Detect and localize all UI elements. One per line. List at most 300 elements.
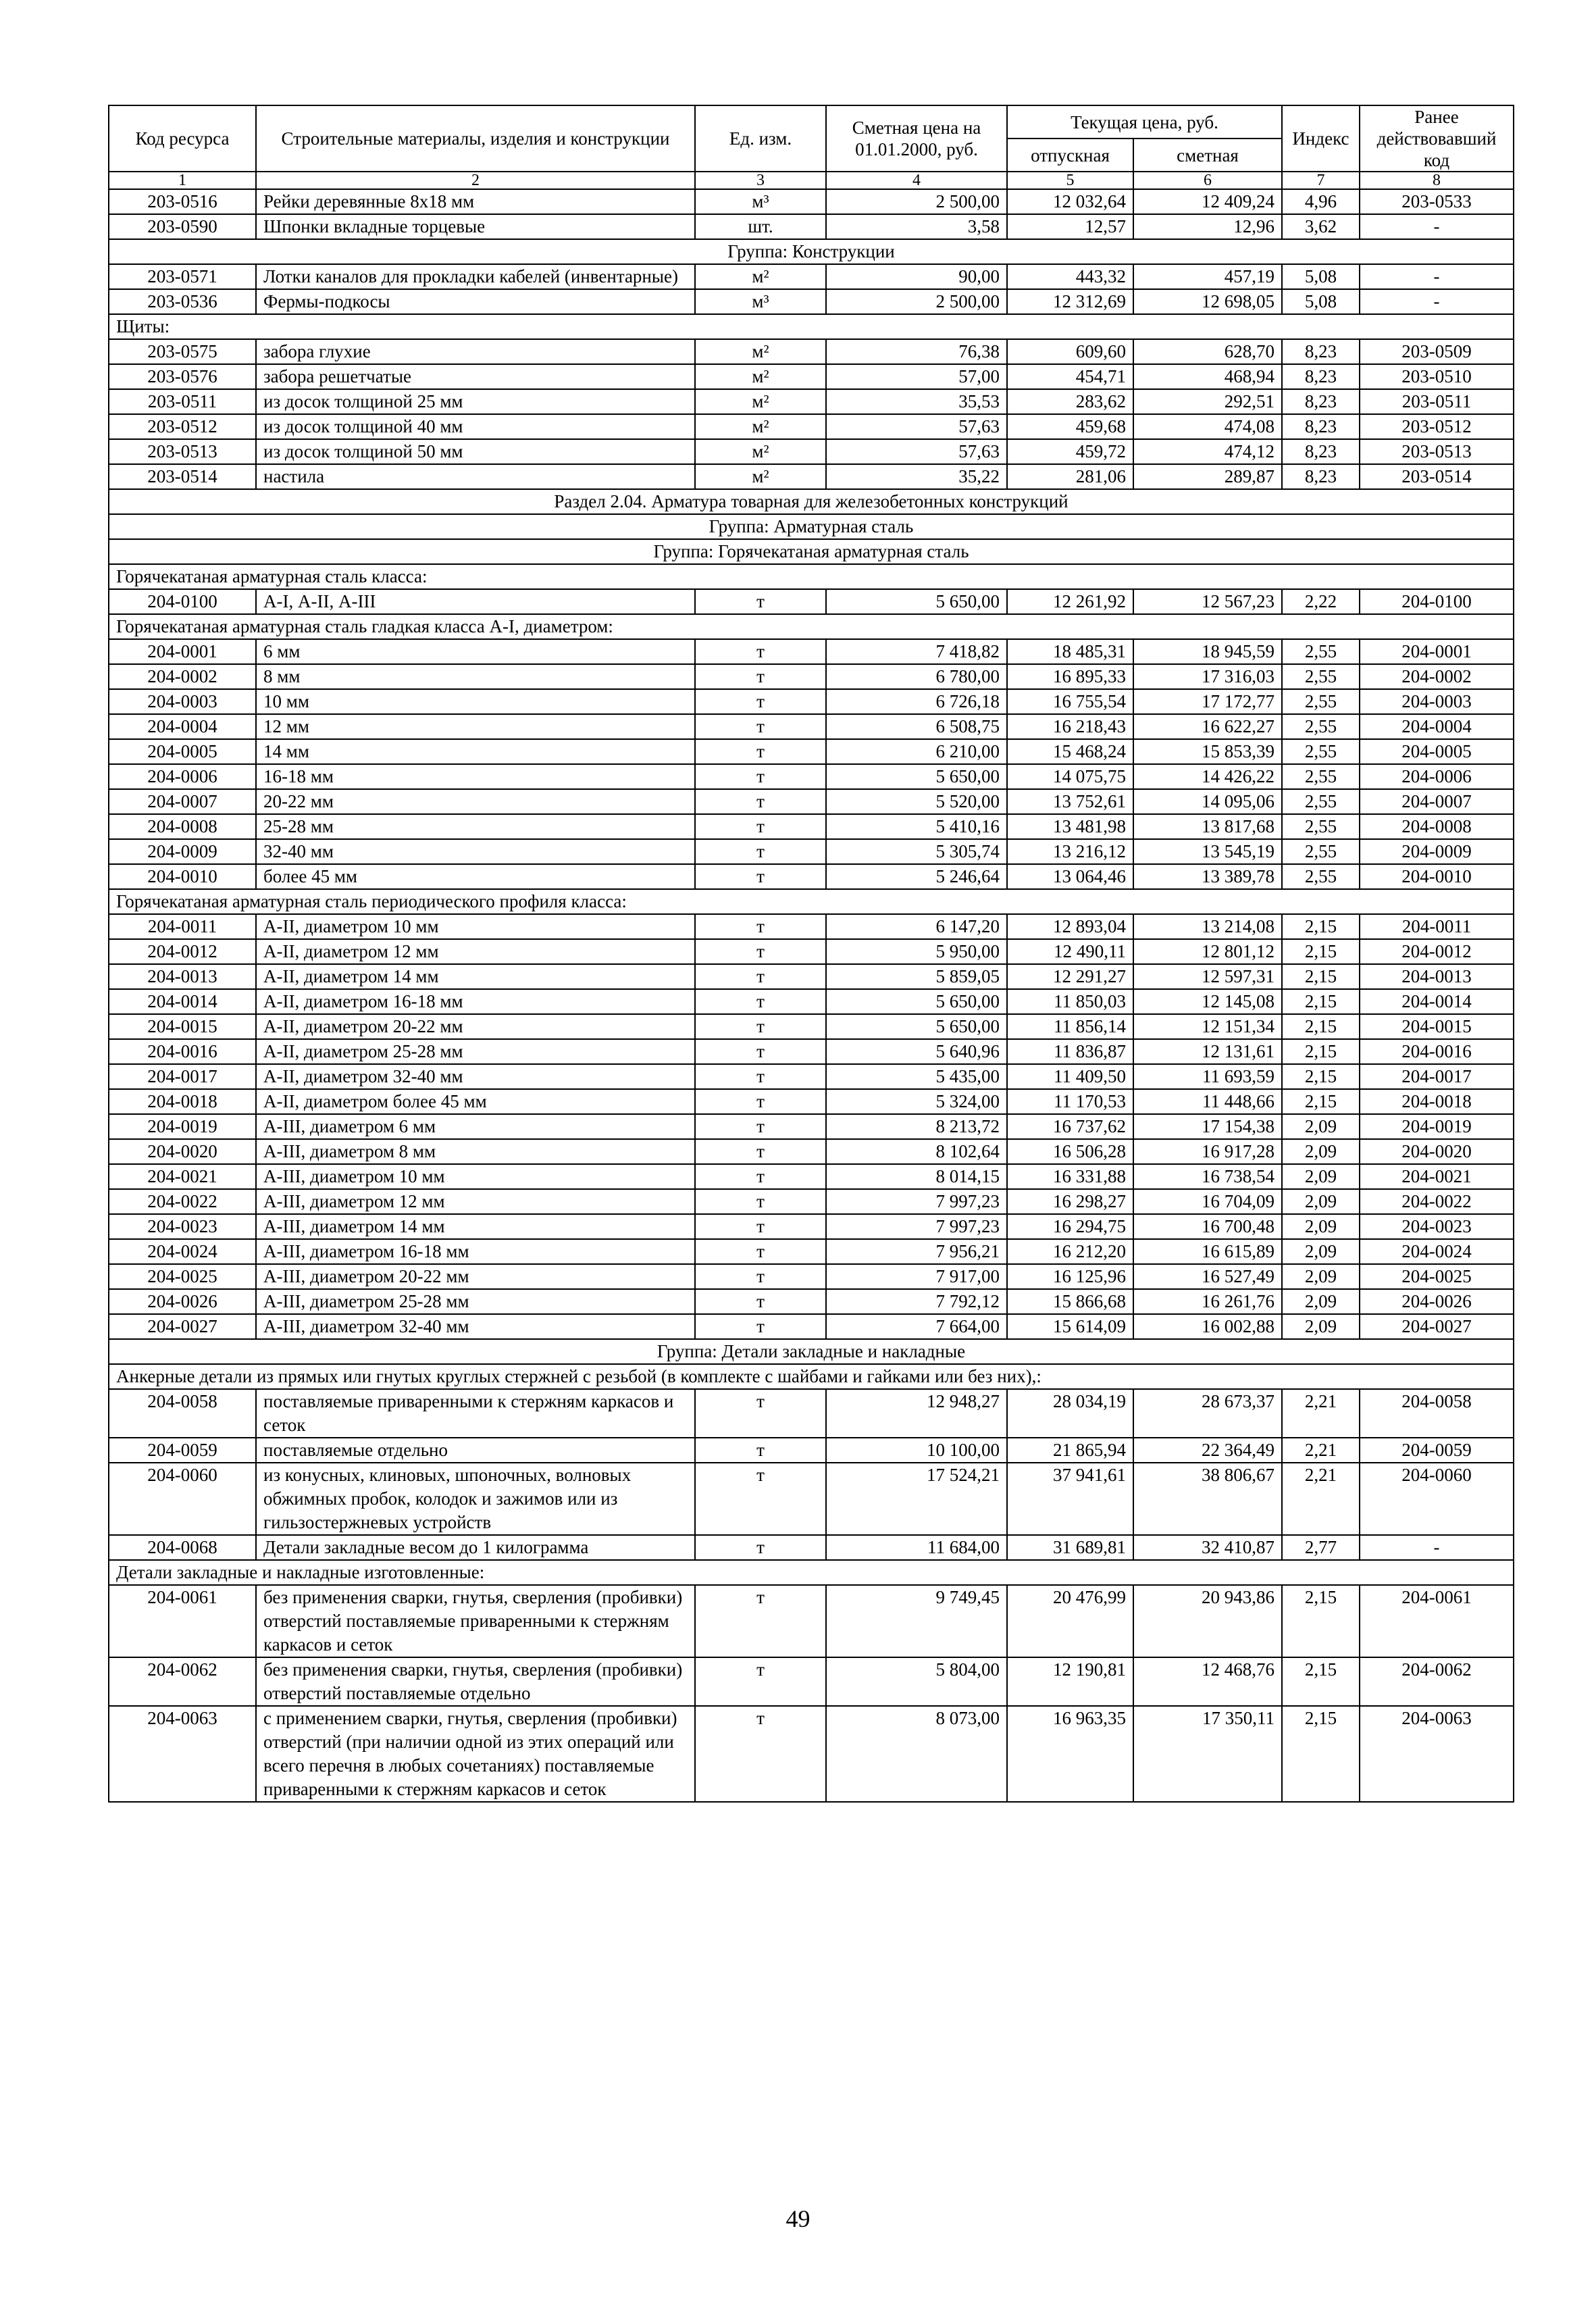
table-row [109,864,1514,889]
table-row [109,1535,1514,1560]
resource-code: 203-0536 [109,289,256,314]
estimate-price: 16 615,89 [1133,1239,1282,1264]
table-row [109,1706,1514,1802]
resource-code: 204-0011 [109,914,256,939]
unit: т [695,1438,826,1463]
release-price: 12 261,92 [1007,589,1133,614]
unit: м² [695,414,826,439]
previous-code: 203-0510 [1360,364,1514,389]
estimate-price: 12 131,61 [1133,1039,1282,1064]
previous-code: 204-0023 [1360,1214,1514,1239]
base-price: 7 917,00 [826,1264,1007,1289]
price-table [108,105,1514,1803]
unit: т [695,714,826,739]
table-row [109,789,1514,814]
material-name: А-II, диаметром более 45 мм [256,1089,695,1114]
resource-code: 204-0026 [109,1289,256,1314]
unit: т [695,1064,826,1089]
unit: т [695,1264,826,1289]
header-code: Код ресурса [109,105,256,172]
previous-code: 204-0020 [1360,1139,1514,1164]
material-name: 20-22 мм [256,789,695,814]
release-price: 15 866,68 [1007,1289,1133,1314]
estimate-price: 12 409,24 [1133,189,1282,214]
previous-code: 204-0002 [1360,664,1514,689]
release-price: 18 485,31 [1007,639,1133,664]
index-value: 2,21 [1282,1463,1360,1535]
material-name: А-II, диаметром 32-40 мм [256,1064,695,1089]
unit: т [695,1706,826,1802]
index-value: 2,55 [1282,664,1360,689]
previous-code: 203-0511 [1360,389,1514,414]
index-value: 2,55 [1282,739,1360,764]
unit: т [695,764,826,789]
material-name: 8 мм [256,664,695,689]
previous-code: 204-0017 [1360,1064,1514,1089]
estimate-price: 13 389,78 [1133,864,1282,889]
previous-code: 204-0021 [1360,1164,1514,1189]
index-value: 2,55 [1282,789,1360,814]
table-row [109,839,1514,864]
unit: т [695,1014,826,1039]
estimate-price: 38 806,67 [1133,1463,1282,1535]
table-row [109,389,1514,414]
index-value: 2,77 [1282,1535,1360,1560]
table-row [109,639,1514,664]
previous-code: 204-0001 [1360,639,1514,664]
release-price: 12 312,69 [1007,289,1133,314]
subgroup-heading-row [109,614,1514,639]
release-price: 459,72 [1007,439,1133,464]
resource-code: 204-0008 [109,814,256,839]
table-row [109,989,1514,1014]
resource-code: 203-0576 [109,364,256,389]
estimate-price: 14 426,22 [1133,764,1282,789]
resource-code: 204-0010 [109,864,256,889]
group-heading-row [109,1339,1514,1364]
material-name: без применения сварки, гнутья, сверления (пробивки) отверстий поставляемые отдельно [256,1657,695,1706]
release-price: 11 409,50 [1007,1064,1133,1089]
previous-code: 203-0509 [1360,339,1514,364]
unit: т [695,1114,826,1139]
release-price: 16 218,43 [1007,714,1133,739]
index-value: 2,15 [1282,1089,1360,1114]
header-estimate-price: сметная [1133,139,1282,172]
unit: м³ [695,189,826,214]
base-price: 6 726,18 [826,689,1007,714]
base-price: 6 780,00 [826,664,1007,689]
resource-code: 204-0017 [109,1064,256,1089]
base-price: 76,38 [826,339,1007,364]
estimate-price: 12 567,23 [1133,589,1282,614]
index-value: 2,55 [1282,764,1360,789]
table-row [109,689,1514,714]
base-price: 5 650,00 [826,1014,1007,1039]
previous-code: 204-0003 [1360,689,1514,714]
unit: м³ [695,289,826,314]
estimate-price: 289,87 [1133,464,1282,489]
index-value: 2,15 [1282,964,1360,989]
material-name: с применением сварки, гнутья, сверления (пробивки) отверстий (при наличии одной из этих операций или всего перечня в любых сочетаниях) поставляемые приваренными к стержням каркасов и сеток [256,1706,695,1802]
index-value: 8,23 [1282,364,1360,389]
base-price: 57,00 [826,364,1007,389]
resource-code: 203-0511 [109,389,256,414]
unit: т [695,1089,826,1114]
estimate-price: 17 350,11 [1133,1706,1282,1802]
release-price: 16 755,54 [1007,689,1133,714]
release-price: 16 212,20 [1007,1239,1133,1264]
estimate-price: 13 817,68 [1133,814,1282,839]
table-row [109,189,1514,214]
estimate-price: 14 095,06 [1133,789,1282,814]
material-name: Фермы-подкосы [256,289,695,314]
estimate-price: 17 172,77 [1133,689,1282,714]
unit: м² [695,264,826,289]
release-price: 12 291,27 [1007,964,1133,989]
resource-code: 204-0061 [109,1585,256,1657]
release-price: 20 476,99 [1007,1585,1133,1657]
estimate-price: 474,12 [1133,439,1282,464]
resource-code: 204-0027 [109,1314,256,1339]
base-price: 8 102,64 [826,1139,1007,1164]
index-value: 5,08 [1282,264,1360,289]
base-price: 7 664,00 [826,1314,1007,1339]
table-row [109,1214,1514,1239]
estimate-price: 17 316,03 [1133,664,1282,689]
subgroup-heading-row [109,314,1514,339]
table-row [109,364,1514,389]
index-value: 2,09 [1282,1314,1360,1339]
release-price: 281,06 [1007,464,1133,489]
material-name: из конусных, клиновых, шпоночных, волновых обжимных пробок, колодок и зажимов или из гильзостержневых устройств [256,1463,695,1535]
release-price: 13 481,98 [1007,814,1133,839]
resource-code: 204-0019 [109,1114,256,1139]
material-name: 16-18 мм [256,764,695,789]
base-price: 5 950,00 [826,939,1007,964]
material-name: Шпонки вкладные торцевые [256,214,695,239]
resource-code: 204-0003 [109,689,256,714]
table-row [109,964,1514,989]
resource-code: 204-0009 [109,839,256,864]
material-name: А-II, диаметром 25-28 мм [256,1039,695,1064]
subgroup-heading-row [109,564,1514,589]
resource-code: 204-0025 [109,1264,256,1289]
release-price: 28 034,19 [1007,1389,1133,1438]
release-price: 16 963,35 [1007,1706,1133,1802]
resource-code: 204-0023 [109,1214,256,1239]
table-header [109,105,1514,189]
release-price: 12 032,64 [1007,189,1133,214]
subgroup-heading-row [109,1364,1514,1389]
estimate-price: 12 597,31 [1133,964,1282,989]
estimate-price: 11 693,59 [1133,1064,1282,1089]
resource-code: 204-0059 [109,1438,256,1463]
price-list-page [108,105,1513,1803]
index-value: 2,55 [1282,814,1360,839]
material-name: 14 мм [256,739,695,764]
base-price: 6 147,20 [826,914,1007,939]
resource-code: 204-0014 [109,989,256,1014]
index-value: 2,15 [1282,914,1360,939]
base-price: 8 073,00 [826,1706,1007,1802]
previous-code: - [1360,214,1514,239]
estimate-price: 12,96 [1133,214,1282,239]
base-price: 7 997,23 [826,1189,1007,1214]
header-number: 6 [1133,172,1282,189]
previous-code: 204-0059 [1360,1438,1514,1463]
resource-code: 204-0015 [109,1014,256,1039]
previous-code: - [1360,264,1514,289]
table-row [109,664,1514,689]
resource-code: 204-0022 [109,1189,256,1214]
material-name: А-III, диаметром 10 мм [256,1164,695,1189]
base-price: 5 410,16 [826,814,1007,839]
estimate-price: 15 853,39 [1133,739,1282,764]
release-price: 16 298,27 [1007,1189,1133,1214]
previous-code: 204-0010 [1360,864,1514,889]
table-row [109,464,1514,489]
index-value: 8,23 [1282,414,1360,439]
unit: т [695,1314,826,1339]
estimate-price: 16 738,54 [1133,1164,1282,1189]
resource-code: 204-0004 [109,714,256,739]
unit: т [695,864,826,889]
material-name: А-II, диаметром 14 мм [256,964,695,989]
previous-code: 204-0018 [1360,1089,1514,1114]
material-name: А-III, диаметром 25-28 мм [256,1289,695,1314]
resource-code: 204-0100 [109,589,256,614]
unit: м² [695,464,826,489]
base-price: 7 418,82 [826,639,1007,664]
estimate-price: 16 527,49 [1133,1264,1282,1289]
index-value: 2,21 [1282,1438,1360,1463]
group-heading-row [109,514,1514,539]
table-row [109,264,1514,289]
base-price: 90,00 [826,264,1007,289]
estimate-price: 12 145,08 [1133,989,1282,1014]
subgroup-heading-row [109,889,1514,914]
material-name: забора решетчатые [256,364,695,389]
table-row [109,214,1514,239]
table-body [109,189,1514,1802]
index-value: 4,96 [1282,189,1360,214]
resource-code: 204-0021 [109,1164,256,1189]
estimate-price: 16 622,27 [1133,714,1282,739]
estimate-price: 32 410,87 [1133,1535,1282,1560]
unit: т [695,1289,826,1314]
unit: т [695,964,826,989]
unit: т [695,1039,826,1064]
index-value: 3,62 [1282,214,1360,239]
material-name: А-III, диаметром 8 мм [256,1139,695,1164]
base-price: 12 948,27 [826,1389,1007,1438]
material-name: поставляемые отдельно [256,1438,695,1463]
table-row [109,1463,1514,1535]
index-value: 2,15 [1282,1014,1360,1039]
index-value: 8,23 [1282,439,1360,464]
unit: т [695,989,826,1014]
previous-code: 204-0026 [1360,1289,1514,1314]
resource-code: 204-0024 [109,1239,256,1264]
unit: т [695,639,826,664]
index-value: 2,15 [1282,1657,1360,1706]
release-price: 15 468,24 [1007,739,1133,764]
previous-code: 204-0058 [1360,1389,1514,1438]
base-price: 11 684,00 [826,1535,1007,1560]
index-value: 2,15 [1282,939,1360,964]
table-row [109,589,1514,614]
material-name: 32-40 мм [256,839,695,864]
resource-code: 203-0512 [109,414,256,439]
material-name: поставляемые приваренными к стержням каркасов и сеток [256,1389,695,1438]
base-price: 8 014,15 [826,1164,1007,1189]
subgroup-heading: Горячекатаная арматурная сталь периодического профиля класса: [109,889,1514,914]
subgroup-heading: Щиты: [109,314,1514,339]
release-price: 12,57 [1007,214,1133,239]
group-heading: Группа: Конструкции [109,239,1514,264]
base-price: 5 305,74 [826,839,1007,864]
page-number: 49 [786,2205,810,2232]
unit: т [695,914,826,939]
subgroup-heading: Горячекатаная арматурная сталь класса: [109,564,1514,589]
resource-code: 203-0516 [109,189,256,214]
base-price: 17 524,21 [826,1463,1007,1535]
resource-code: 204-0007 [109,789,256,814]
index-value: 2,55 [1282,839,1360,864]
index-value: 2,55 [1282,864,1360,889]
material-name: 12 мм [256,714,695,739]
subgroup-heading: Горячекатаная арматурная сталь гладкая класса А-I, диаметром: [109,614,1514,639]
material-name: забора глухие [256,339,695,364]
release-price: 37 941,61 [1007,1463,1133,1535]
material-name: А-I, А-II, А-III [256,589,695,614]
release-price: 443,32 [1007,264,1133,289]
table-row [109,714,1514,739]
table-row [109,1114,1514,1139]
resource-code: 204-0063 [109,1706,256,1802]
header-number: 3 [695,172,826,189]
index-value: 2,09 [1282,1264,1360,1289]
index-value: 2,55 [1282,689,1360,714]
resource-code: 203-0513 [109,439,256,464]
release-price: 12 190,81 [1007,1657,1133,1706]
release-price: 12 490,11 [1007,939,1133,964]
base-price: 9 749,45 [826,1585,1007,1657]
material-name: из досок толщиной 40 мм [256,414,695,439]
estimate-price: 12 801,12 [1133,939,1282,964]
section-heading: Раздел 2.04. Арматура товарная для железобетонных конструкций [109,489,1514,514]
unit: м² [695,389,826,414]
section-heading-row [109,489,1514,514]
group-heading: Группа: Детали закладные и накладные [109,1339,1514,1364]
release-price: 21 865,94 [1007,1438,1133,1463]
release-price: 459,68 [1007,414,1133,439]
material-name: А-II, диаметром 10 мм [256,914,695,939]
index-value: 8,23 [1282,464,1360,489]
estimate-price: 16 704,09 [1133,1189,1282,1214]
header-materials: Строительные материалы, изделия и конструкции [256,105,695,172]
table-row [109,1657,1514,1706]
header-unit: Ед. изм. [695,105,826,172]
base-price: 6 508,75 [826,714,1007,739]
resource-code: 204-0016 [109,1039,256,1064]
unit: т [695,1189,826,1214]
material-name: 10 мм [256,689,695,714]
index-value: 2,09 [1282,1164,1360,1189]
table-row [109,1189,1514,1214]
base-price: 5 650,00 [826,989,1007,1014]
release-price: 609,60 [1007,339,1133,364]
table-row [109,739,1514,764]
previous-code: 204-0014 [1360,989,1514,1014]
estimate-price: 457,19 [1133,264,1282,289]
base-price: 5 246,64 [826,864,1007,889]
resource-code: 204-0020 [109,1139,256,1164]
table-row [109,439,1514,464]
release-price: 31 689,81 [1007,1535,1133,1560]
resource-code: 204-0001 [109,639,256,664]
release-price: 13 064,46 [1007,864,1133,889]
table-row [109,939,1514,964]
material-name: из досок толщиной 50 мм [256,439,695,464]
estimate-price: 16 917,28 [1133,1139,1282,1164]
header-number: 1 [109,172,256,189]
estimate-price: 22 364,49 [1133,1438,1282,1463]
header-index: Индекс [1282,105,1360,172]
header-prev-code: Ранее действовавший код [1360,105,1514,172]
base-price: 5 650,00 [826,589,1007,614]
estimate-price: 12 468,76 [1133,1657,1282,1706]
table-row [109,1039,1514,1064]
base-price: 3,58 [826,214,1007,239]
estimate-price: 28 673,37 [1133,1389,1282,1438]
resource-code: 204-0002 [109,664,256,689]
release-price: 14 075,75 [1007,764,1133,789]
unit: м² [695,439,826,464]
previous-code: 204-0024 [1360,1239,1514,1264]
previous-code: - [1360,1535,1514,1560]
previous-code: 204-0063 [1360,1706,1514,1802]
group-heading: Группа: Арматурная сталь [109,514,1514,539]
base-price: 6 210,00 [826,739,1007,764]
unit: т [695,1239,826,1264]
unit: м² [695,339,826,364]
subgroup-heading-row [109,1560,1514,1585]
index-value: 2,15 [1282,989,1360,1014]
base-price: 5 859,05 [826,964,1007,989]
index-value: 2,15 [1282,1585,1360,1657]
previous-code: 203-0513 [1360,439,1514,464]
unit: т [695,1214,826,1239]
previous-code: 204-0011 [1360,914,1514,939]
estimate-price: 16 700,48 [1133,1214,1282,1239]
previous-code: 204-0027 [1360,1314,1514,1339]
resource-code: 203-0514 [109,464,256,489]
table-row [109,1139,1514,1164]
previous-code: 204-0006 [1360,764,1514,789]
index-value: 5,08 [1282,289,1360,314]
release-price: 16 331,88 [1007,1164,1133,1189]
index-value: 2,09 [1282,1114,1360,1139]
base-price: 8 213,72 [826,1114,1007,1139]
material-name: А-III, диаметром 6 мм [256,1114,695,1139]
estimate-price: 628,70 [1133,339,1282,364]
previous-code: - [1360,289,1514,314]
unit: т [695,589,826,614]
base-price: 35,22 [826,464,1007,489]
estimate-price: 13 214,08 [1133,914,1282,939]
material-name: Рейки деревянные 8х18 мм [256,189,695,214]
